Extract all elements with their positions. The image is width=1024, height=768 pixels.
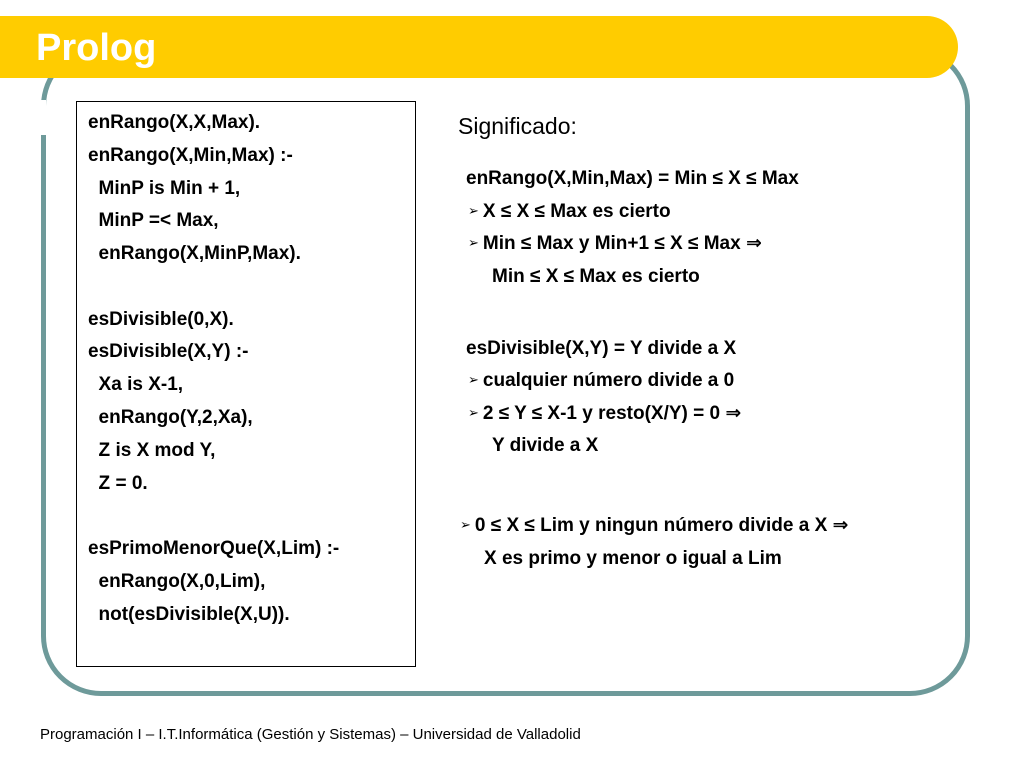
primo-bullet-1-cont: X es primo y menor o igual a Lim	[484, 548, 782, 569]
slide-title: Prolog	[36, 27, 157, 69]
code-line: enRango(X,X,Max).	[88, 112, 261, 133]
enrango-bullet-2: ➢ Min ≤ Max y Min+1 ≤ X ≤ Max ⇒	[468, 233, 762, 254]
esdivisible-bullet-2-cont: Y divide a X	[492, 435, 599, 456]
enrango-bullet-1: ➢ X ≤ X ≤ Max es cierto	[468, 201, 671, 222]
primo-bullet-1: ➢ 0 ≤ X ≤ Lim y ningun número divide a X ⇒	[460, 515, 849, 536]
esdivisible-bullet-2: ➢ 2 ≤ Y ≤ X-1 y resto(X/Y) = 0 ⇒	[468, 403, 742, 424]
code-line: esPrimoMenorQue(X,Lim) :-	[88, 538, 340, 559]
code-line: enRango(X,Min,Max) :-	[88, 145, 293, 166]
code-line: Xa is X-1,	[88, 374, 184, 395]
arrow-bullet-icon: ➢	[468, 235, 479, 250]
arrow-bullet-icon: ➢	[460, 517, 471, 532]
code-line: Z is X mod Y,	[88, 440, 216, 461]
code-line: MinP =< Max,	[88, 210, 219, 231]
code-line: MinP is Min + 1,	[88, 178, 241, 199]
enrango-definition: enRango(X,Min,Max) = Min ≤ X ≤ Max	[466, 168, 799, 189]
code-line: enRango(X,MinP,Max).	[88, 243, 301, 264]
arrow-bullet-icon: ➢	[468, 405, 479, 420]
code-line: not(esDivisible(X,U)).	[88, 604, 290, 625]
code-line: enRango(X,0,Lim),	[88, 571, 266, 592]
enrango-bullet-2-cont: Min ≤ X ≤ Max es cierto	[492, 266, 700, 287]
code-line: Z = 0.	[88, 473, 148, 494]
meaning-heading: Significado:	[458, 113, 577, 139]
arrow-bullet-icon: ➢	[468, 372, 479, 387]
code-line: esDivisible(0,X).	[88, 309, 234, 330]
frame-accent	[40, 100, 46, 135]
code-line: esDivisible(X,Y) :-	[88, 341, 249, 362]
esdivisible-definition: esDivisible(X,Y) = Y divide a X	[466, 338, 737, 359]
slide-footer: Programación I – I.T.Informática (Gestión y Sistemas) – Universidad de Valladolid	[40, 726, 581, 743]
arrow-bullet-icon: ➢	[468, 203, 479, 218]
esdivisible-bullet-1: ➢ cualquier número divide a 0	[468, 370, 735, 391]
code-line: enRango(Y,2,Xa),	[88, 407, 253, 428]
